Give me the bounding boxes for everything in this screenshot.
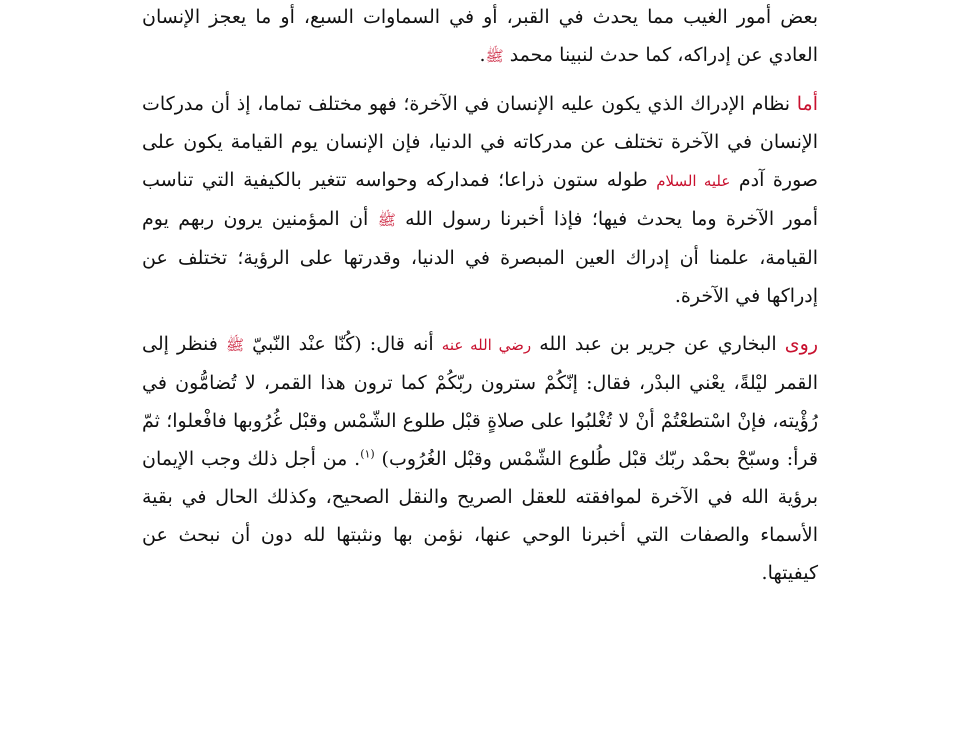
paragraph-2-text-c: أن المؤمنين يرون ربهم يوم القيامة، علمنا أن إدراك العين المبصرة في الدنيا، وقدرتها على الرؤية؛ تختلف عن إدراكها في الآخرة. — [142, 208, 818, 307]
paragraph-3-text-a: البخاري عن جرير بن عبد الله — [531, 333, 785, 355]
hadith-quote: فنظر إلى القمر ليْلةً، يعْني البدْر، فقال: إنّكُمْ سترون ربّكُمْ كما ترون هذا القمر، لا تُضامُّون في رُؤْيته، فإنْ اسْتطعْتُمْ أنْ لا تُغْلبُوا على صلاةٍ قبْل طلوع الشّمْس وقبْل غُرُوبها فافْعلوا؛ ثمّ قرأ: وسبّحْ بحمْد ربّك قبْل طُلوع الشّمْس وقبْل الغُرُوب) — [142, 333, 819, 470]
footnote-marker[interactable]: (١) — [360, 447, 375, 461]
paragraph-1-text: بعض أمور الغيب مما يحدث في القبر، أو في السماوات السبع، أو ما يعجز الإنسان العادي عن إدراكه، كما حدث لنبينا محمد — [142, 6, 818, 66]
paragraph-2-lead-word: أما — [796, 93, 818, 115]
paragraph-2-text-a: نظام الإدراك الذي يكون عليه الإنسان في الآخرة؛ فهو مختلف تماما، إذ أن مدركات الإنسان في الآخرة تختلف عن مدركاته في الدنيا، فإن الإنسان يوم القيامة يكون على صورة آدم — [142, 93, 819, 191]
paragraph-3-lead-word: روى — [784, 333, 818, 355]
paragraph-3 — [142, 325, 818, 592]
paragraph-1 — [142, 0, 818, 75]
paragraph-1-end: . — [479, 44, 486, 66]
honorific-glyph: ﷺ — [225, 336, 245, 354]
document-page — [142, 0, 818, 736]
honorific-glyph: عليه السلام — [656, 172, 731, 190]
honorific-glyph: ﷺ — [377, 211, 396, 229]
paragraph-3-text-b: أنه قال: (كُنّا عنْد النّبيّ — [244, 333, 442, 355]
honorific-glyph: ﷺ — [485, 47, 504, 65]
paragraph-3-text-c: . من أجل ذلك وجب الإيمان برؤية الله في الآخرة لموافقته للعقل الصريح والنقل الصحيح، وكذلك الحال في بقية الأسماء والصفات التي أخبرنا الوحي عنها، نؤمن بها ونثبتها لله دون أن نبحث عن كيفيتها. — [142, 448, 818, 584]
paragraph-2 — [142, 85, 818, 315]
paragraph-2-text-b: طوله ستون ذراعا؛ فمداركه وحواسه تتغير بالكيفية التي تناسب أمور الآخرة وما يحدث فيها؛ فإذا أخبرنا رسول الله — [142, 169, 819, 230]
honorific-glyph: رضي الله عنه — [441, 336, 532, 354]
